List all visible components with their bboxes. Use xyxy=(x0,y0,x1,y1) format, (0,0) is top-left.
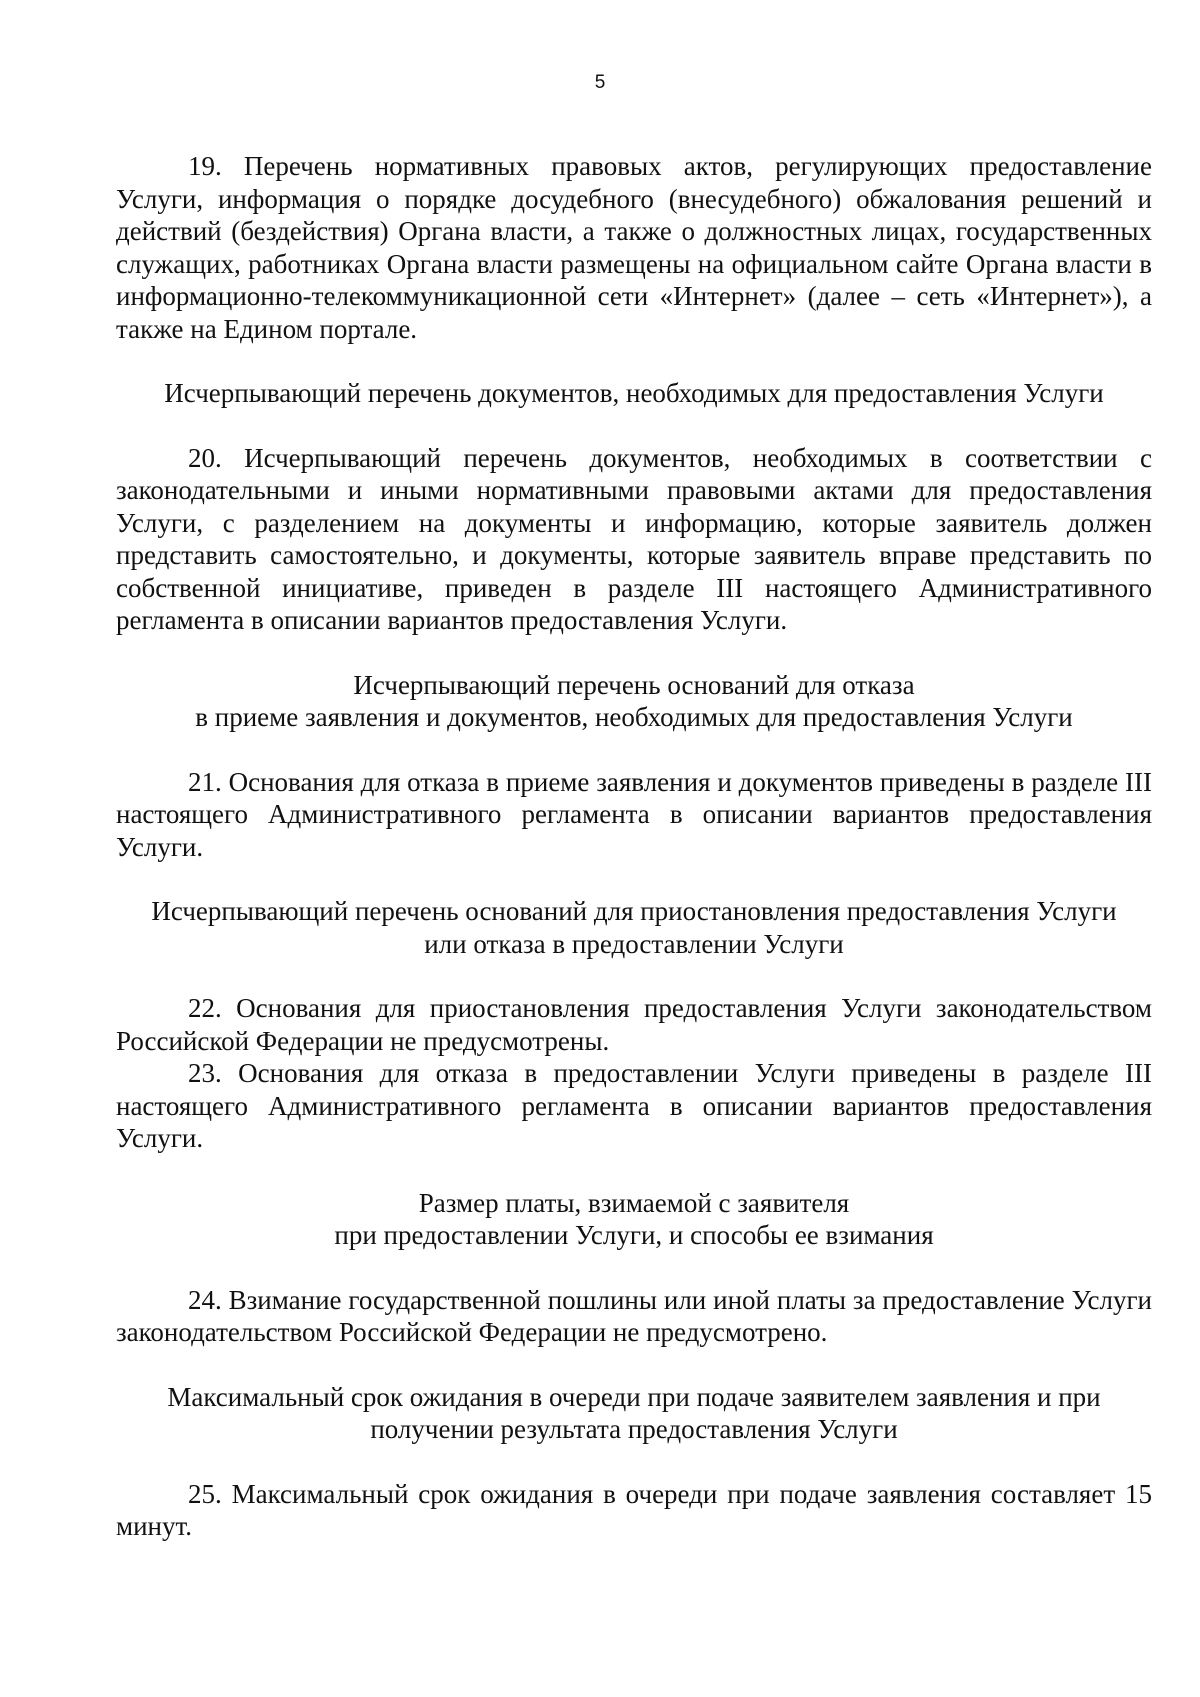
spacer xyxy=(116,637,1152,669)
spacer xyxy=(116,345,1152,377)
paragraph: 23. Основания для отказа в предоставлении Услуги приведены в разделе III настоящего Административного регламента в описании вариантов предоставления Услуги. xyxy=(116,1058,1152,1153)
heading-line: при предоставлении Услуги, и способы ее взимания xyxy=(334,1220,934,1250)
spacer xyxy=(116,863,1152,895)
heading-line: Исчерпывающий перечень оснований для приостановления предоставления Услуги xyxy=(151,896,1117,926)
paragraph: 20. Исчерпывающий перечень документов, необходимых в соответствии с законодательными и иными нормативными правовыми актами для предоставления Услуги, с разделением на документы и информацию, которые заявитель должен представить самостоятельно, и документы, которые заявитель вправе представить по собственной инициативе, приведен в разделе III настоящего Административного регламента в описании вариантов предоставления Услуги. xyxy=(116,442,1152,635)
spacer xyxy=(116,1349,1152,1381)
section-heading xyxy=(116,1187,1152,1252)
heading-line: Размер платы, взимаемой с заявителя xyxy=(418,1187,850,1218)
section-heading xyxy=(116,895,1152,960)
paragraph: 25. Максимальный срок ожидания в очереди при подаче заявления составляет 15 минут. xyxy=(116,1478,1152,1541)
section-heading xyxy=(116,377,1152,410)
spacer xyxy=(116,1155,1152,1187)
spacer xyxy=(116,960,1152,992)
spacer xyxy=(116,410,1152,442)
paragraph: 19. Перечень нормативных правовых актов, регулирующих предоставление Услуги, информация о порядке досудебного (внесудебного) обжалования решений и действий (бездействия) Органа власти, а также о должностных лицах, государственных служащих, работниках Органа власти размещены на официальном сайте Органа власти в информационно-телекоммуникационной сети «Интернет» (далее – сеть «Интернет»), а также на Едином портале. xyxy=(116,151,1152,344)
heading-line: получении результата предоставления Услуги xyxy=(370,1414,898,1444)
paragraph: 22. Основания для приостановления предоставления Услуги законодательством Российской Федерации не предусмотрены. xyxy=(116,993,1152,1056)
heading-line: Максимальный срок ожидания в очереди при подаче заявителем заявления и при xyxy=(167,1381,1101,1412)
page-number: 5 xyxy=(594,72,606,93)
heading-line: или отказа в предоставлении Услуги xyxy=(424,928,844,959)
paragraph: 24. Взимание государственной пошлины или иной платы за предоставление Услуги законодательством Российской Федерации не предусмотрено. xyxy=(116,1284,1152,1347)
section-heading xyxy=(116,669,1152,734)
document-body xyxy=(116,150,1152,1543)
spacer xyxy=(116,1446,1152,1478)
paragraph: 21. Основания для отказа в приеме заявления и документов приведены в разделе III настоящего Административного регламента в описании вариантов предоставления Услуги. xyxy=(116,766,1152,862)
heading-line: Исчерпывающий перечень документов, необходимых для предоставления Услуги xyxy=(164,378,1104,408)
spacer xyxy=(116,734,1152,766)
spacer xyxy=(116,1252,1152,1284)
heading-line: в приеме заявления и документов, необходимых для предоставления Услуги xyxy=(195,702,1073,732)
section-heading xyxy=(116,1381,1152,1446)
heading-line: Исчерпывающий перечень оснований для отказа xyxy=(353,669,915,700)
